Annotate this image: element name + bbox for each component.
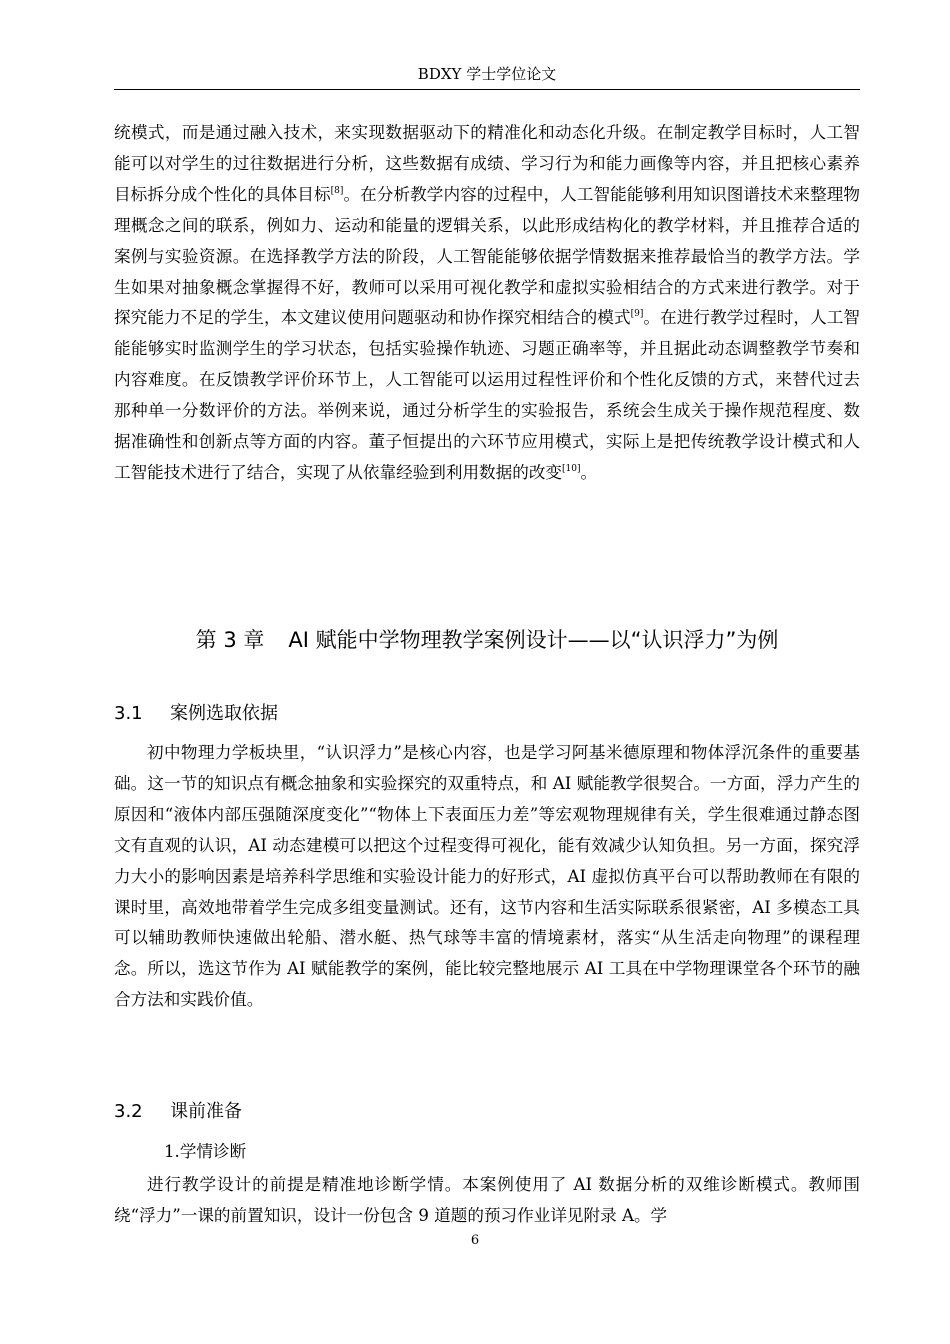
section-heading-3-1 (114, 700, 278, 728)
paragraph-3 (114, 1170, 860, 1232)
paragraph-1-part-4: 。 (580, 462, 598, 482)
paragraph-2-text: 初中物理力学板块里，“认识浮力”是核心内容，也是学习阿基米德原理和物体浮沉条件的重要基础。这一节的知识点有概念抽象和实验探究的双重特点，和 AI 赋能教学很契合。一方面，浮力产生的原因和“液体内部压强随深度变化”“物体上下表面压力差”等宏观物理规律有关，学生很难通过静态图文有直观的认识，AI 动态建模可以把这个过程变得可视化，能有效减少认知负担。另一方面，探究浮力大小的影响因素是培养科学思维和实验设计能力的好形式，AI 虚拟仿真平台可以帮助教师在有限的课时里，高效地带着学生完成多组变量测试。还有，这节内容和生活实际联系很紧密，AI 多模态工具可以辅助教师快速做出轮船、潜水艇、热气球等丰富的情境素材，落实“从生活走向物理”的课程理念。所以，选这节作为 AI 赋能教学的案例，能比较完整地展示 AI 工具在中学物理课堂各个环节的融合方法和实践价值。 (114, 743, 860, 1010)
running-header: BDXY 学士学位论文 (417, 65, 557, 83)
paragraph-1 (114, 118, 860, 489)
paragraph-1-text (114, 118, 860, 489)
chapter-number: 第 3 章 (195, 628, 265, 652)
section-number: 3.2 (114, 1101, 143, 1122)
citation-9: [9] (630, 309, 644, 320)
paragraph-1-part-2: 。在分析教学内容的过程中，人工智能能够利用知识图谱技术来整理物理概念之间的联系，例如力、运动和能量的逻辑关系，以此形成结构化的教学材料，并且推荐合适的案例与实验资源。在选择教学方法的阶段，人工智能能够依据学情数据来推荐最恰当的教学方法。学生如果对抽象概念掌握得不好，教师可以采用可视化教学和虚拟实验相结合的方式来进行教学。对于探究能力不足的学生，本文建议使用问题驱动和协作探究相结合的模式 (114, 184, 861, 328)
section-title: 课前准备 (170, 1101, 242, 1122)
citation-10: [10] (562, 463, 581, 474)
paragraph-2 (114, 738, 860, 1016)
header-divider (114, 89, 860, 90)
paragraph-3-text: 进行教学设计的前提是精准地诊断学情。本案例使用了 AI 数据分析的双维诊断模式。教师围绕“浮力”一课的前置知识，设计一份包含 9 道题的预习作业详见附录 A。学 (114, 1175, 860, 1225)
chapter-title: AI 赋能中学物理教学案例设计——以“认识浮力”为例 (288, 628, 779, 652)
citation-8: [8] (330, 185, 344, 196)
subheading-diagnosis: 1.学情诊断 (164, 1142, 247, 1161)
paragraph-1-part-3: 。在进行教学过程时，人工智能能够实时监测学生的学习状态，包括实验操作轨迹、习题正确率等，并且据此动态调整教学节奏和内容难度。在反馈教学评价环节上，人工智能可以运用过程性评价和个性化反馈的方式，来替代过去那种单一分数评价的方法。举例来说，通过分析学生的实验报告，系统会生成关于操作规范程度、数据准确性和创新点等方面的内容。董子恒提出的六环节应用模式，实际上是把传统教学设计模式和人工智能技术进行了结合，实现了从依靠经验到利用数据的改变 (114, 308, 861, 482)
section-title: 案例选取依据 (170, 703, 278, 724)
chapter-heading (114, 624, 860, 656)
paragraph-1-part-1: 统模式，而是通过融入技术，来实现数据驱动下的精准化和动态化升级。在制定教学目标时，人工智能可以对学生的过往数据进行分析，这些数据有成绩、学习行为和能力画像等内容，并且把核心素养目标拆分成个性化的具体目标 (114, 123, 860, 204)
page-number: 6 (470, 1233, 480, 1248)
section-heading-3-2 (114, 1098, 242, 1126)
section-number: 3.1 (114, 703, 143, 724)
